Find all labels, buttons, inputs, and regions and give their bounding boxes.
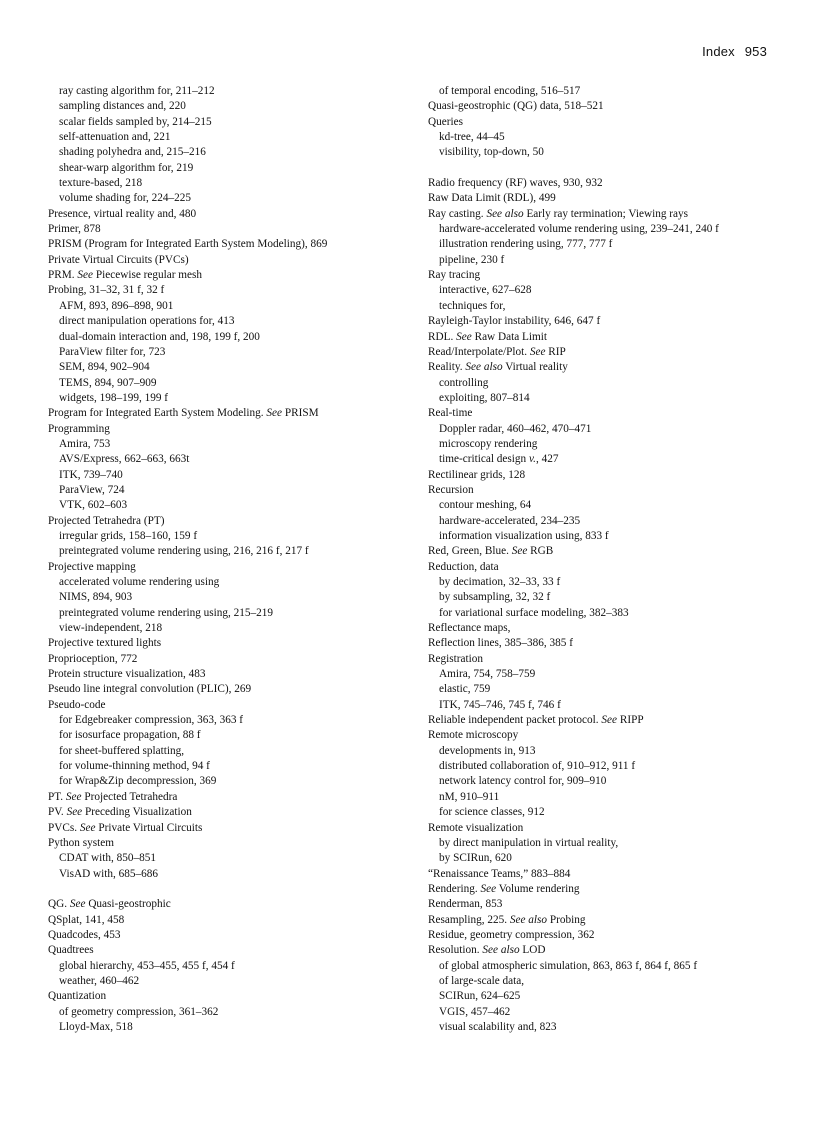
- entry-text: Reduction, data: [428, 560, 499, 573]
- index-subentry: [428, 452, 788, 467]
- see-reference: See also: [465, 361, 503, 374]
- entry-text: Amira, 753: [59, 437, 111, 450]
- index-entry: [48, 636, 408, 651]
- entry-text: PVCs.: [48, 821, 78, 834]
- entry-target: Virtual reality: [505, 361, 568, 374]
- entry-text: Raw Data Limit (RDL), 499: [428, 192, 556, 205]
- section-gap: [428, 161, 788, 176]
- entry-text: self-attenuation and, 221: [59, 131, 171, 144]
- index-subentry: [48, 452, 408, 467]
- entry-text: sampling distances and, 220: [59, 100, 186, 113]
- index-subentry: [48, 621, 408, 636]
- entry-target: , 427: [535, 453, 559, 466]
- entry-text: global hierarchy, 453–455, 455 f, 454 f: [59, 959, 235, 972]
- see-reference: See also: [486, 207, 524, 220]
- see-reference: See: [601, 714, 618, 727]
- index-subentry: [48, 130, 408, 145]
- entry-text: Quadtrees: [48, 944, 94, 957]
- entry-text: volume shading for, 224–225: [59, 192, 192, 205]
- index-subentry: [48, 84, 408, 99]
- index-subentry: [48, 498, 408, 513]
- entry-text: Remote microscopy: [428, 729, 519, 742]
- index-entry: [48, 836, 408, 851]
- index-entry: [48, 237, 408, 252]
- entry-text: PT.: [48, 790, 64, 803]
- index-entry: [428, 99, 788, 114]
- entry-text: RDL.: [428, 330, 454, 343]
- entry-text: Primer, 878: [48, 223, 101, 236]
- index-entry: [48, 207, 408, 222]
- entry-text: for variational surface modeling, 382–383: [439, 606, 629, 619]
- see-reference: See: [266, 407, 283, 420]
- index-subentry: [48, 391, 408, 406]
- index-subentry: [428, 222, 788, 237]
- index-subentry: [48, 713, 408, 728]
- index-subentry: [428, 422, 788, 437]
- entry-text: of geometry compression, 361–362: [59, 1005, 219, 1018]
- index-subentry: [428, 391, 788, 406]
- entry-text: ITK, 739–740: [59, 468, 123, 481]
- index-entry: [48, 283, 408, 298]
- entry-target: RIP: [548, 345, 566, 358]
- entry-text: interactive, 627–628: [439, 284, 532, 297]
- entry-text: NIMS, 894, 903: [59, 591, 133, 604]
- entry-text: for Edgebreaker compression, 363, 363 f: [59, 714, 244, 727]
- entry-text: Reality.: [428, 361, 463, 374]
- index-subentry: [48, 728, 408, 743]
- index-subentry: [428, 590, 788, 605]
- entry-text: scalar fields sampled by, 214–215: [59, 115, 212, 128]
- see-reference: See: [66, 806, 83, 819]
- entry-text: Residue, geometry compression, 362: [428, 928, 595, 941]
- index-column-left: [48, 84, 408, 1035]
- entry-text: of large-scale data,: [439, 974, 525, 987]
- see-reference: See: [456, 330, 472, 343]
- index-subentry: [48, 161, 408, 176]
- entry-text: pipeline, 230 f: [439, 253, 505, 266]
- entry-text: for volume-thinning method, 94 f: [59, 760, 210, 773]
- entry-text: texture-based, 218: [59, 177, 143, 190]
- entry-target: Quasi-geostrophic: [88, 898, 171, 911]
- entry-text: techniques for,: [439, 299, 506, 312]
- entry-text: Red, Green, Blue.: [428, 545, 509, 558]
- index-subentry: [428, 836, 788, 851]
- index-subentry: [48, 1005, 408, 1020]
- index-subentry: [428, 498, 788, 513]
- index-entry: [428, 207, 788, 222]
- index-subentry: [428, 790, 788, 805]
- see-reference: See: [77, 269, 94, 282]
- index-subentry: [428, 253, 788, 268]
- index-entry: [428, 897, 788, 912]
- index-entry: [428, 636, 788, 651]
- entry-target: Private Virtual Circuits: [98, 821, 203, 834]
- index-entry: [48, 989, 408, 1004]
- entry-text: contour meshing, 64: [439, 499, 532, 512]
- index-subentry: [48, 330, 408, 345]
- index-subentry: [48, 590, 408, 605]
- see-reference: See: [79, 821, 96, 834]
- entry-target: Piecewise regular mesh: [95, 269, 203, 282]
- index-subentry: [48, 606, 408, 621]
- index-subentry: [428, 437, 788, 452]
- index-subentry: [428, 1020, 788, 1035]
- index-entry: [48, 268, 408, 283]
- index-subentry: [48, 145, 408, 160]
- index-entry: [428, 345, 788, 360]
- see-reference: See: [480, 882, 497, 895]
- index-entry: [428, 913, 788, 928]
- entry-text: Projective textured lights: [48, 637, 162, 650]
- index-subentry: [428, 130, 788, 145]
- see-reference: See: [511, 545, 528, 558]
- index-subentry: [428, 376, 788, 391]
- index-subentry: [48, 345, 408, 360]
- index-subentry: [48, 529, 408, 544]
- entry-text: irregular grids, 158–160, 159 f: [59, 529, 198, 542]
- entry-text: Private Virtual Circuits (PVCs): [48, 253, 189, 266]
- entry-text: Quantization: [48, 990, 107, 1003]
- index-entry: [428, 544, 788, 559]
- entry-text: elastic, 759: [439, 683, 491, 696]
- index-entry: [48, 406, 408, 421]
- entry-text: visibility, top-down, 50: [439, 146, 544, 159]
- entry-text: for sheet-buffered splatting,: [59, 744, 185, 757]
- entry-text: Python system: [48, 836, 114, 849]
- index-entry: [428, 943, 788, 958]
- entry-text: Projective mapping: [48, 560, 136, 573]
- entry-text: microscopy rendering: [439, 437, 538, 450]
- index-subentry: [48, 376, 408, 391]
- index-entry: [428, 406, 788, 421]
- entry-text: Protein structure visualization, 483: [48, 668, 206, 681]
- entry-text: Rayleigh-Taylor instability, 646, 647 f: [428, 315, 601, 328]
- entry-text: ParaView, 724: [59, 483, 125, 496]
- index-subentry: [48, 867, 408, 882]
- entry-text: Presence, virtual reality and, 480: [48, 207, 197, 220]
- index-entry: [428, 652, 788, 667]
- index-subentry: [428, 237, 788, 252]
- entry-text: Reliable independent packet protocol.: [428, 714, 599, 727]
- entry-text: controlling: [439, 376, 489, 389]
- index-entry: [48, 422, 408, 437]
- entry-text: Proprioception, 772: [48, 652, 138, 665]
- entry-text: Reflection lines, 385–386, 385 f: [428, 637, 573, 650]
- index-subentry: [428, 744, 788, 759]
- index-entry: [428, 713, 788, 728]
- index-entry: [48, 652, 408, 667]
- entry-text: Recursion: [428, 483, 474, 496]
- entry-text: Resampling, 225.: [428, 913, 508, 926]
- see-reference: See: [69, 898, 86, 911]
- index-subentry: [428, 1005, 788, 1020]
- entry-text: by direct manipulation in virtual reality,: [439, 836, 619, 849]
- index-entry: [428, 360, 788, 375]
- entry-text: preintegrated volume rendering using, 216, 216 f, 217 f: [59, 545, 309, 558]
- entry-text: Pseudo-code: [48, 698, 106, 711]
- entry-text: QG.: [48, 898, 68, 911]
- entry-text: developments in, 913: [439, 744, 536, 757]
- index-entry: [48, 560, 408, 575]
- entry-text: Read/Interpolate/Plot.: [428, 345, 528, 358]
- index-subentry: [48, 759, 408, 774]
- entry-target: RIPP: [619, 714, 644, 727]
- index-subentry: [428, 974, 788, 989]
- entry-text: Probing, 31–32, 31 f, 32 f: [48, 284, 165, 297]
- entry-text: hardware-accelerated, 234–235: [439, 514, 581, 527]
- index-subentry: [428, 805, 788, 820]
- see-reference: See also: [509, 913, 548, 926]
- entry-text: Doppler radar, 460–462, 470–471: [439, 422, 592, 435]
- entry-target: Early ray termination; Viewing rays: [526, 207, 689, 220]
- index-subentry: [428, 851, 788, 866]
- entry-text: Program for Integrated Earth System Modeling.: [48, 407, 264, 420]
- index-entry: [48, 253, 408, 268]
- entry-text: accelerated volume rendering using: [59, 576, 220, 588]
- index-subentry: [48, 115, 408, 130]
- page-number: 953: [744, 44, 767, 59]
- entry-text: PRISM (Program for Integrated Earth System Modeling), 869: [48, 238, 328, 251]
- index-entry: [48, 943, 408, 958]
- index-subentry: [48, 959, 408, 974]
- entry-target: Volume rendering: [498, 882, 580, 895]
- index-entry: [428, 176, 788, 191]
- entry-text: Quasi-geostrophic (QG) data, 518–521: [428, 100, 604, 113]
- entry-text: Resolution.: [428, 944, 480, 957]
- entry-text: Lloyd-Max, 518: [59, 1020, 133, 1033]
- index-entry: [428, 468, 788, 483]
- index-subentry: [48, 176, 408, 191]
- entry-target: Raw Data Limit: [474, 330, 548, 343]
- index-entry: [428, 560, 788, 575]
- index-subentry: [48, 575, 408, 590]
- entry-text: Programming: [48, 422, 110, 435]
- entry-text: Amira, 754, 758–759: [439, 668, 536, 681]
- index-subentry: [428, 514, 788, 529]
- entry-text: Remote visualization: [428, 821, 524, 834]
- entry-text: preintegrated volume rendering using, 215–219: [59, 606, 274, 619]
- entry-text: AFM, 893, 896–898, 901: [59, 299, 174, 312]
- entry-text: exploiting, 807–814: [439, 391, 530, 404]
- index-subentry: [428, 299, 788, 314]
- entry-text: Rendering.: [428, 882, 478, 895]
- index-entry: [48, 698, 408, 713]
- entry-target: PRISM: [284, 407, 319, 420]
- index-subentry: [428, 667, 788, 682]
- index-subentry: [48, 974, 408, 989]
- entry-text: TEMS, 894, 907–909: [59, 376, 157, 389]
- entry-text: Real-time: [428, 407, 473, 420]
- entry-text: hardware-accelerated volume rendering using, 239–241, 240 f: [439, 223, 719, 236]
- index-entry: [428, 728, 788, 743]
- index-entry: [48, 821, 408, 836]
- entry-text: Projected Tetrahedra (PT): [48, 514, 165, 527]
- index-entry: [428, 621, 788, 636]
- index-entry: [48, 805, 408, 820]
- index-entry: [48, 913, 408, 928]
- index-subentry: [48, 437, 408, 452]
- index-entry: [48, 790, 408, 805]
- entry-target: Preceding Visualization: [85, 806, 192, 819]
- index-subentry: [428, 145, 788, 160]
- entry-text: Registration: [428, 652, 483, 665]
- index-subentry: [428, 959, 788, 974]
- index-subentry: [428, 606, 788, 621]
- index-subentry: [48, 774, 408, 789]
- entry-text: for Wrap&Zip decompression, 369: [59, 775, 217, 788]
- entry-text: SEM, 894, 902–904: [59, 361, 150, 374]
- index-subentry: [428, 529, 788, 544]
- entry-text: ray casting algorithm for, 211–212: [59, 85, 215, 97]
- entry-text: Renderman, 853: [428, 898, 503, 911]
- index-subentry: [48, 483, 408, 498]
- index-entry: [48, 682, 408, 697]
- entry-text: Quadcodes, 453: [48, 928, 121, 941]
- running-header: [702, 44, 767, 59]
- entry-text: for science classes, 912: [439, 806, 545, 819]
- entry-target: LOD: [522, 944, 546, 957]
- header-title: Index: [702, 44, 735, 59]
- italic-term: v.: [528, 453, 536, 466]
- entry-text: Pseudo line integral convolution (PLIC), 269: [48, 683, 252, 696]
- index-subentry: [48, 99, 408, 114]
- entry-text: ITK, 745–746, 745 f, 746 f: [439, 698, 561, 711]
- entry-text: network latency control for, 909–910: [439, 775, 607, 788]
- index-subentry: [428, 698, 788, 713]
- index-entry: [428, 115, 788, 130]
- entry-text: nM, 910–911: [439, 790, 500, 803]
- index-subentry: [48, 468, 408, 483]
- index-entry: [48, 928, 408, 943]
- entry-text: kd-tree, 44–45: [439, 131, 505, 144]
- entry-text: Queries: [428, 115, 463, 128]
- index-subentry: [428, 989, 788, 1004]
- index-entry: [48, 222, 408, 237]
- index-entry: [428, 330, 788, 345]
- index-entry: [428, 483, 788, 498]
- entry-text: direct manipulation operations for, 413: [59, 315, 235, 328]
- index-subentry: [428, 774, 788, 789]
- index-entry: [428, 882, 788, 897]
- entry-text: of temporal encoding, 516–517: [439, 85, 581, 97]
- entry-text: Reflectance maps,: [428, 622, 511, 635]
- index-subentry: [48, 744, 408, 759]
- index-column-right: [428, 84, 788, 1035]
- index-entry: [48, 514, 408, 529]
- index-subentry: [428, 575, 788, 590]
- index-entry: [428, 191, 788, 206]
- index-subentry: [48, 544, 408, 559]
- entry-text: by subsampling, 32, 32 f: [439, 591, 551, 604]
- entry-text: Radio frequency (RF) waves, 930, 932: [428, 177, 603, 190]
- entry-text: Rectilinear grids, 128: [428, 468, 526, 481]
- entry-text: “Renaissance Teams,” 883–884: [428, 867, 571, 880]
- entry-text: visual scalability and, 823: [439, 1020, 557, 1033]
- index-subentry: [428, 84, 788, 99]
- entry-text: VGIS, 457–462: [439, 1005, 511, 1018]
- entry-text: for isosurface propagation, 88 f: [59, 729, 201, 742]
- index-entry: [428, 314, 788, 329]
- entry-text: VTK, 602–603: [59, 499, 128, 512]
- entry-text: distributed collaboration of, 910–912, 911 f: [439, 760, 636, 773]
- index-entry: [428, 821, 788, 836]
- entry-text: PRM.: [48, 269, 75, 282]
- index-subentry: [48, 1020, 408, 1035]
- index-entry: [428, 928, 788, 943]
- entry-text: CDAT with, 850–851: [59, 852, 156, 865]
- entry-text: shear-warp algorithm for, 219: [59, 161, 194, 174]
- entry-text: PV.: [48, 806, 64, 819]
- index-subentry: [48, 851, 408, 866]
- entry-text: illustration rendering using, 777, 777 f: [439, 238, 613, 251]
- entry-text: QSplat, 141, 458: [48, 913, 125, 926]
- index-subentry: [428, 759, 788, 774]
- entry-text: time-critical design: [439, 453, 527, 466]
- see-reference: See: [65, 790, 82, 803]
- index-subentry: [428, 283, 788, 298]
- see-reference: See: [529, 345, 546, 358]
- index-subentry: [48, 299, 408, 314]
- entry-text: AVS/Express, 662–663, 663t: [59, 453, 190, 466]
- entry-target: Probing: [549, 913, 586, 926]
- index-entry: [48, 897, 408, 912]
- entry-target: RGB: [530, 545, 554, 558]
- entry-text: dual-domain interaction and, 198, 199 f, 200: [59, 330, 260, 343]
- entry-text: by SCIRun, 620: [439, 852, 512, 865]
- entry-text: Ray tracing: [428, 269, 481, 282]
- index-entry: [428, 268, 788, 283]
- entry-target: Projected Tetrahedra: [84, 790, 178, 803]
- index-subentry: [48, 360, 408, 375]
- index-subentry: [428, 682, 788, 697]
- entry-text: weather, 460–462: [59, 974, 140, 987]
- entry-text: information visualization using, 833 f: [439, 529, 609, 542]
- entry-text: of global atmospheric simulation, 863, 863 f, 864 f, 865 f: [439, 959, 698, 972]
- see-reference: See also: [482, 944, 520, 957]
- index-entry: [428, 867, 788, 882]
- entry-text: ParaView filter for, 723: [59, 345, 166, 358]
- entry-text: VisAD with, 685–686: [59, 867, 159, 880]
- index-subentry: [48, 314, 408, 329]
- entry-text: widgets, 198–199, 199 f: [59, 391, 169, 404]
- section-gap: [48, 882, 408, 897]
- entry-text: by decimation, 32–33, 33 f: [439, 576, 561, 588]
- entry-text: Ray casting.: [428, 207, 484, 220]
- entry-text: view-independent, 218: [59, 622, 163, 635]
- index-entry: [48, 667, 408, 682]
- entry-text: SCIRun, 624–625: [439, 990, 521, 1003]
- entry-text: shading polyhedra and, 215–216: [59, 146, 206, 159]
- index-subentry: [48, 191, 408, 206]
